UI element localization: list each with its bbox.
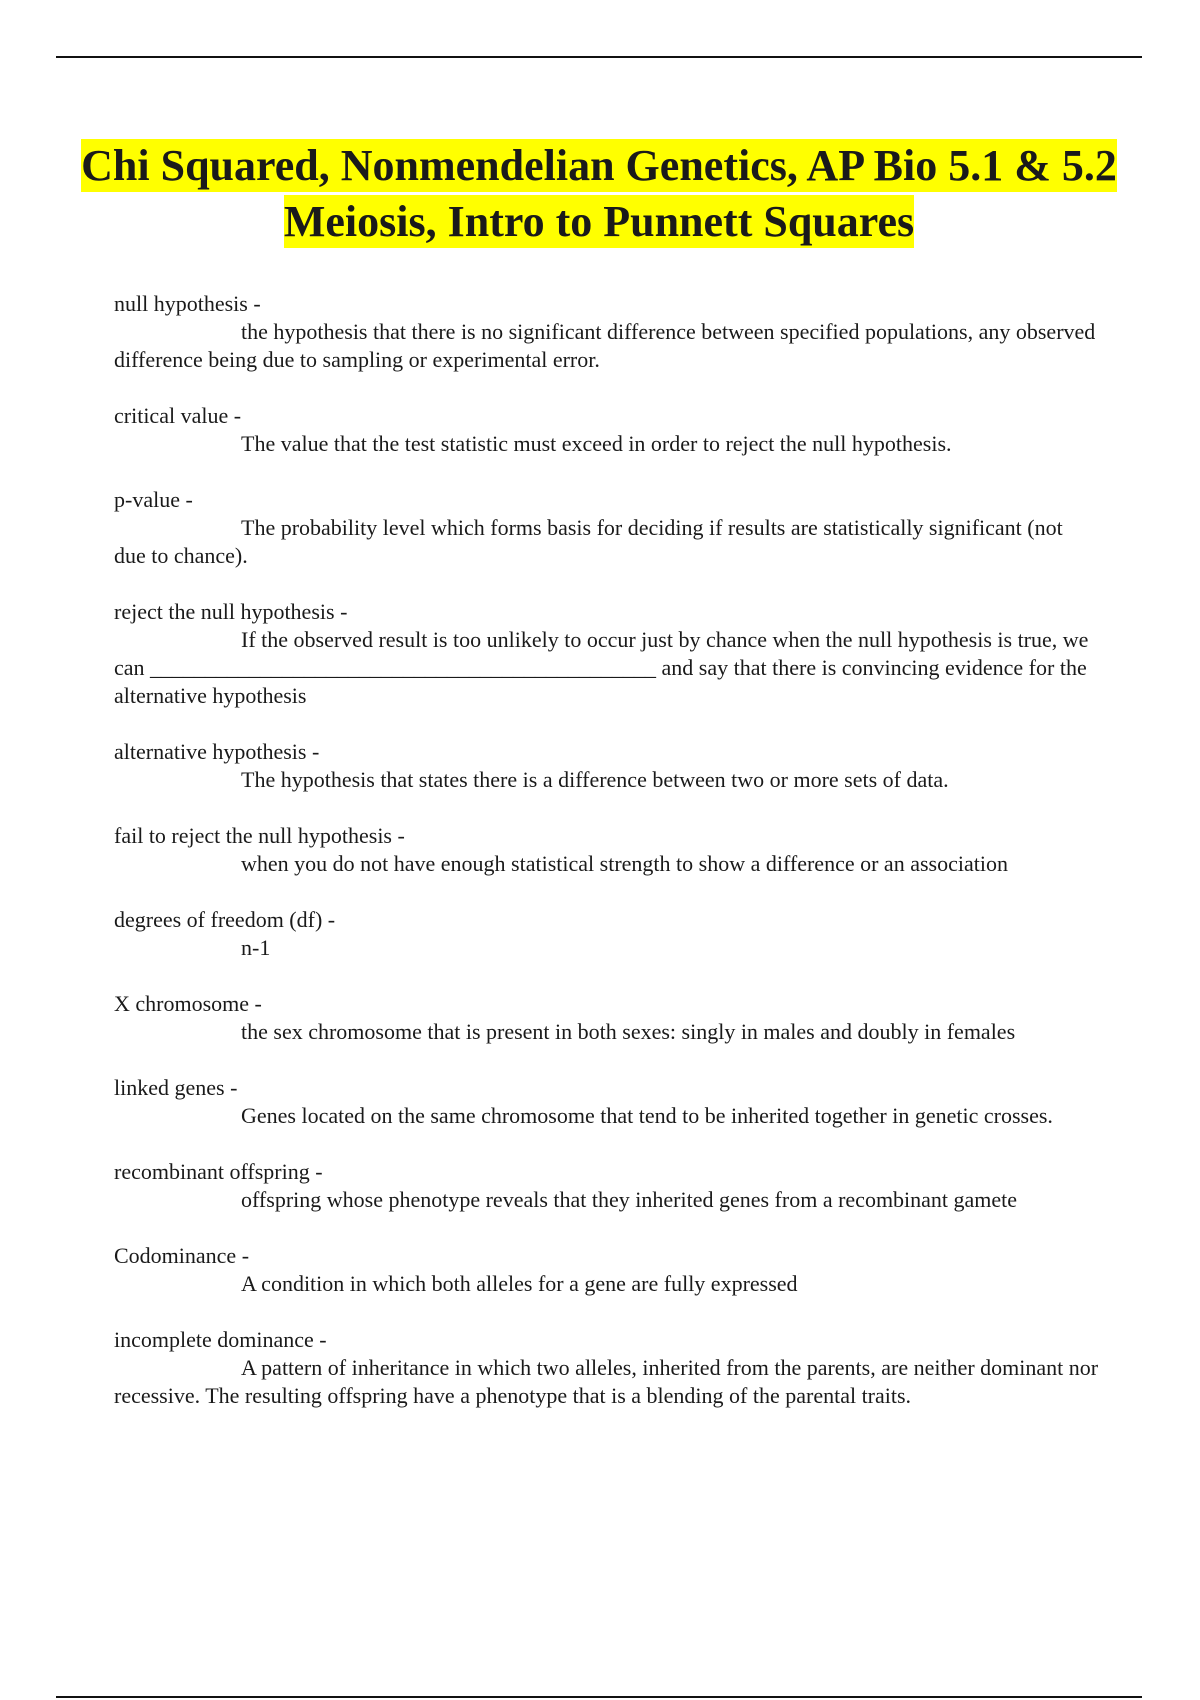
- term-entry: [114, 1158, 1099, 1214]
- term-entry: [114, 906, 1099, 962]
- term-entry: [114, 290, 1099, 374]
- term-entry: [114, 1242, 1099, 1298]
- term-entry: [114, 1326, 1099, 1410]
- term-definition: The probability level which forms basis for deciding if results are statistically significant (not due to chance).: [114, 515, 1063, 568]
- term-entry: [114, 486, 1099, 570]
- term-entry: [114, 990, 1099, 1046]
- term-definition: The hypothesis that states there is a difference between two or more sets of data.: [241, 767, 949, 792]
- term-label: linked genes -: [114, 1074, 1099, 1102]
- term-list: [114, 290, 1099, 1438]
- bottom-rule: [56, 1696, 1142, 1698]
- term-label: degrees of freedom (df) -: [114, 906, 1099, 934]
- term-entry: [114, 1074, 1099, 1130]
- term-definition: If the observed result is too unlikely to occur just by chance when the null hypothesis is true, we can ______________________________________________ and say that there is convincing evidence for the alternative hypothesis: [114, 627, 1089, 708]
- term-definition: A pattern of inheritance in which two alleles, inherited from the parents, are neither dominant nor recessive. The resulting offspring have a phenotype that is a blending of the parental traits.: [114, 1355, 1099, 1408]
- term-label: fail to reject the null hypothesis -: [114, 822, 1099, 850]
- term-label: X chromosome -: [114, 990, 1099, 1018]
- term-label: null hypothesis -: [114, 290, 1099, 318]
- term-definition: when you do not have enough statistical strength to show a difference or an association: [241, 851, 1008, 876]
- term-entry: [114, 598, 1099, 710]
- page-title-text: Chi Squared, Nonmendelian Genetics, AP Bio 5.1 & 5.2 Meiosis, Intro to Punnett Squares: [81, 141, 1117, 246]
- term-entry: [114, 738, 1099, 794]
- term-label: critical value -: [114, 402, 1099, 430]
- term-label: Codominance -: [114, 1242, 1099, 1270]
- top-rule: [56, 56, 1142, 58]
- term-label: p-value -: [114, 486, 1099, 514]
- term-definition: A condition in which both alleles for a gene are fully expressed: [241, 1271, 798, 1296]
- page-title: [56, 138, 1142, 250]
- term-label: alternative hypothesis -: [114, 738, 1099, 766]
- term-definition: the sex chromosome that is present in both sexes: singly in males and doubly in females: [241, 1019, 1016, 1044]
- term-definition: offspring whose phenotype reveals that they inherited genes from a recombinant gamete: [241, 1187, 1018, 1212]
- term-definition: Genes located on the same chromosome that tend to be inherited together in genetic crosses.: [241, 1103, 1053, 1128]
- term-label: incomplete dominance -: [114, 1326, 1099, 1354]
- term-entry: [114, 402, 1099, 458]
- term-definition: The value that the test statistic must exceed in order to reject the null hypothesis.: [241, 431, 952, 456]
- term-label: reject the null hypothesis -: [114, 598, 1099, 626]
- term-label: recombinant offspring -: [114, 1158, 1099, 1186]
- term-entry: [114, 822, 1099, 878]
- term-definition: the hypothesis that there is no significant difference between specified populations, any observed difference being due to sampling or experimental error.: [114, 319, 1096, 372]
- term-definition: n-1: [241, 935, 271, 960]
